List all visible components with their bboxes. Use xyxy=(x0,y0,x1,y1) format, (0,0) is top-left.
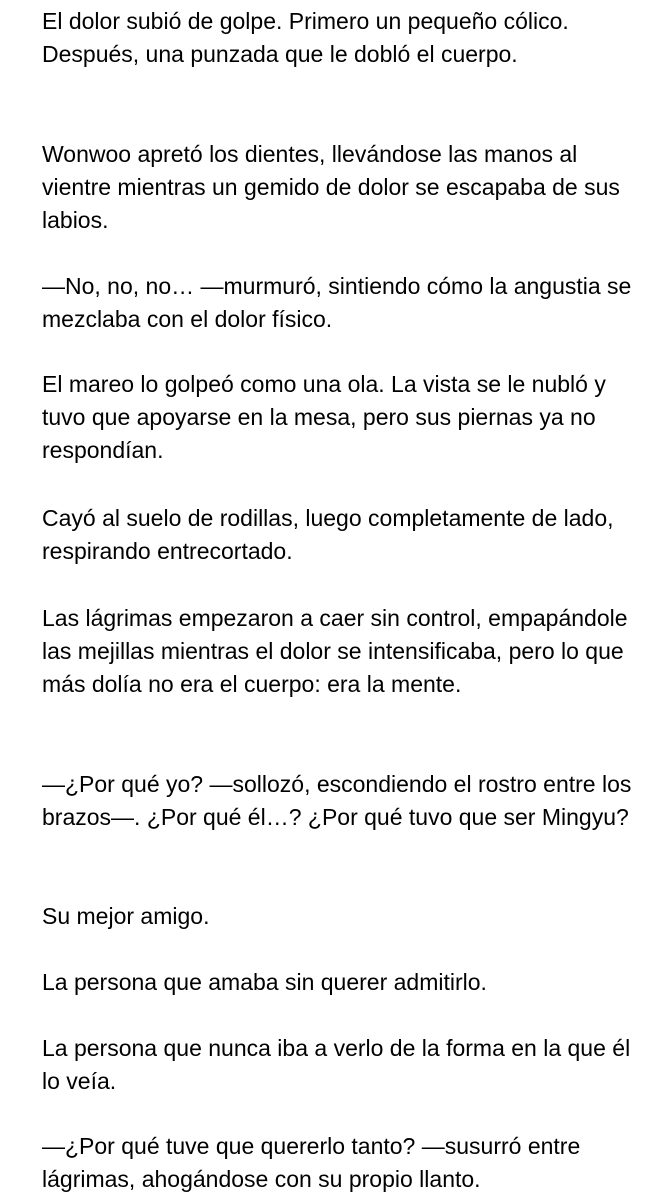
story-paragraph-11: —¿Por qué tuve que quererlo tanto? —susurró entre lágrimas, ahogándose con su propio llanto. xyxy=(42,1133,581,1192)
story-paragraph-5: Cayó al suelo de rodillas, luego completamente de lado, respirando entrecortado. xyxy=(42,505,614,564)
story-paragraph-1: El dolor subió de golpe. Primero un pequeño cólico. Después, una punzada que le dobló el cuerpo. xyxy=(42,8,569,67)
story-paragraph-2: Wonwoo apretó los dientes, llevándose las manos al vientre mientras un gemido de dolor se escapaba de sus labios. xyxy=(42,141,620,233)
story-paragraph-7: —¿Por qué yo? —sollozó, escondiendo el rostro entre los brazos—. ¿Por qué él…? ¿Por qué tuvo que ser Mingyu? xyxy=(42,771,632,830)
story-paragraph-3: —No, no, no… —murmuró, sintiendo cómo la angustia se mezclaba con el dolor físico. xyxy=(42,273,632,332)
story-paragraph-9: La persona que amaba sin querer admitirlo. xyxy=(42,969,487,995)
story-paragraph-6: Las lágrimas empezaron a caer sin control, empapándole las mejillas mientras el dolor se intensificaba, pero lo que más dolía no era el cuerpo: era la mente. xyxy=(42,605,628,697)
story-paragraph-4: El mareo lo golpeó como una ola. La vista se le nubló y tuvo que apoyarse en la mesa, pero sus piernas ya no respondían. xyxy=(42,371,606,463)
story-paragraph-10: La persona que nunca iba a verlo de la forma en la que él lo veía. xyxy=(42,1035,631,1094)
story-paragraph-8: Su mejor amigo. xyxy=(42,903,210,929)
